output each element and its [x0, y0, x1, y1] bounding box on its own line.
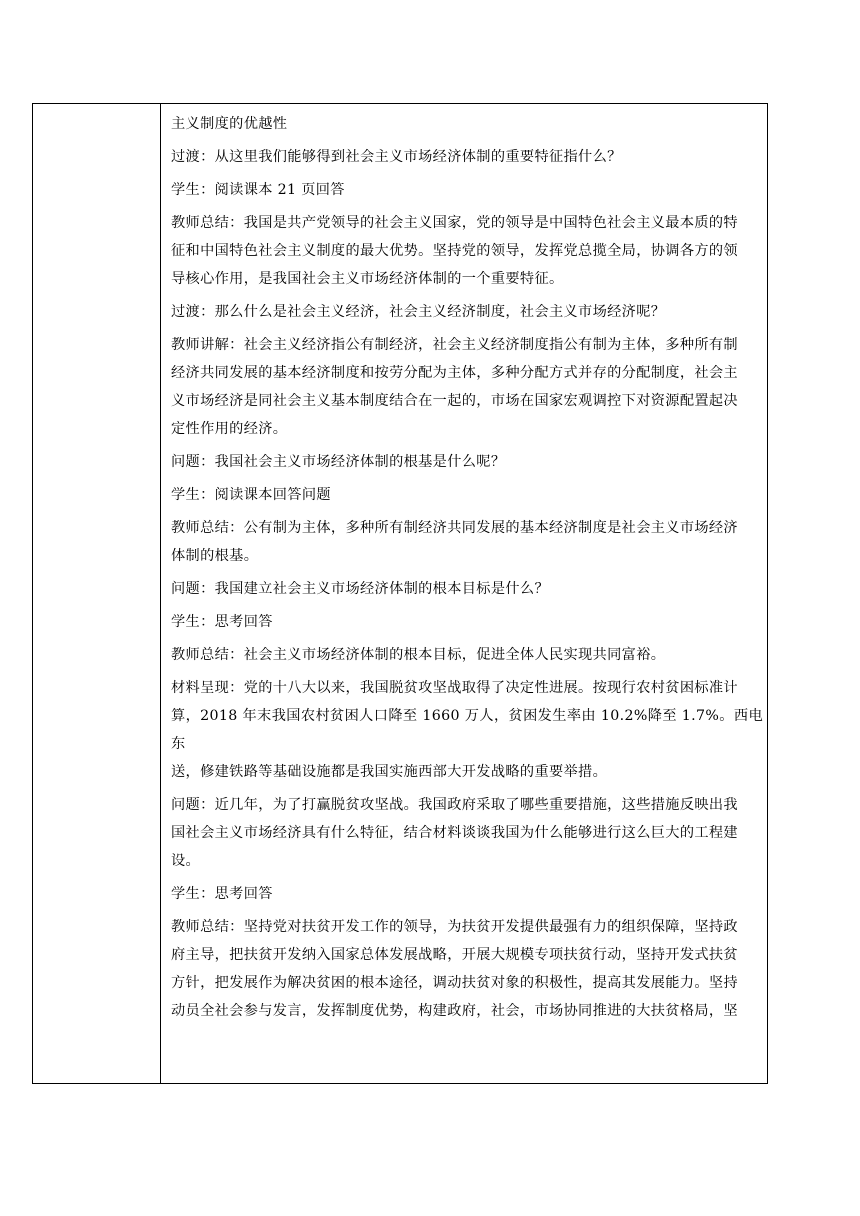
text-line: 教师总结：我国是共产党领导的社会主义国家，党的领导是中国特色社会主义最本质的特 [171, 215, 738, 231]
text-line: 教师总结：社会主义市场经济体制的根本目标，促进全体人民实现共同富裕。 [171, 647, 666, 663]
text-line: 材料呈现：党的十八大以来，我国脱贫攻坚战取得了决定性进展。按现行农村贫困标准计 [171, 680, 738, 696]
text-line: 学生：阅读课本回答问题 [171, 487, 331, 503]
text-line: 府主导，把扶贫开发纳入国家总体发展战略，开展大规模专项扶贫行动，坚持开发式扶贫 [171, 947, 738, 963]
text-line: 问题：我国建立社会主义市场经济体制的根本目标是什么？ [171, 581, 549, 597]
table-left-cell [33, 104, 161, 1083]
text-line: 教师总结：坚持党对扶贫开发工作的领导，为扶贫开发提供最强有力的组织保障，坚持政 [171, 919, 738, 935]
text-line: 义市场经济是同社会主义基本制度结合在一起的，市场在国家宏观调控下对资源配置起决 [171, 393, 738, 409]
text-line: 送，修建铁路等基础设施都是我国实施西部大开发战略的重要举措。 [171, 764, 608, 780]
text-line: 过渡：从这里我们能够得到社会主义市场经济体制的重要特征指什么？ [171, 149, 622, 165]
text-line: 算，2018 年末我国农村贫困人口降至 1660 万人，贫困发生率由 10.2%降至 1.7%。西电东 [171, 708, 763, 752]
table-content-cell [171, 104, 763, 1025]
text-line: 经济共同发展的基本经济制度和按劳分配为主体，多种分配方式并存的分配制度，社会主 [171, 365, 738, 381]
text-line: 教师讲解：社会主义经济指公有制经济，社会主义经济制度指公有制为主体，多种所有制 [171, 337, 738, 353]
text-line: 学生：思考回答 [171, 614, 273, 630]
text-line: 学生：思考回答 [171, 886, 273, 902]
text-line: 主义制度的优越性 [171, 116, 288, 132]
text-line: 问题：近几年，为了打赢脱贫攻坚战。我国政府采取了哪些重要措施，这些措施反映出我 [171, 797, 738, 813]
text-line: 定性作用的经济。 [171, 421, 288, 437]
text-line: 过渡：那么什么是社会主义经济，社会主义经济制度，社会主义市场经济呢？ [171, 304, 666, 320]
text-line: 导核心作用，是我国社会主义市场经济体制的一个重要特征。 [171, 271, 564, 287]
text-line: 教师总结：公有制为主体，多种所有制经济共同发展的基本经济制度是社会主义市场经济 [171, 520, 738, 536]
lesson-table [32, 103, 768, 1084]
text-line: 问题：我国社会主义市场经济体制的根基是什么呢？ [171, 454, 506, 470]
text-line: 体制的根基。 [171, 548, 259, 564]
text-line: 征和中国特色社会主义制度的最大优势。坚持党的领导，发挥党总揽全局，协调各方的领 [171, 243, 738, 259]
text-line: 学生：阅读课本 21 页回答 [171, 182, 345, 198]
text-line: 动员全社会参与发言，发挥制度优势，构建政府，社会，市场协同推进的大扶贫格局，坚 [171, 1003, 738, 1019]
text-line: 设。 [171, 853, 201, 869]
text-line: 国社会主义市场经济具有什么特征，结合材料谈谈我国为什么能够进行这么巨大的工程建 [171, 825, 738, 841]
text-line: 方针，把发展作为解决贫困的根本途径，调动扶贫对象的积极性，提高其发展能力。坚持 [171, 975, 738, 991]
